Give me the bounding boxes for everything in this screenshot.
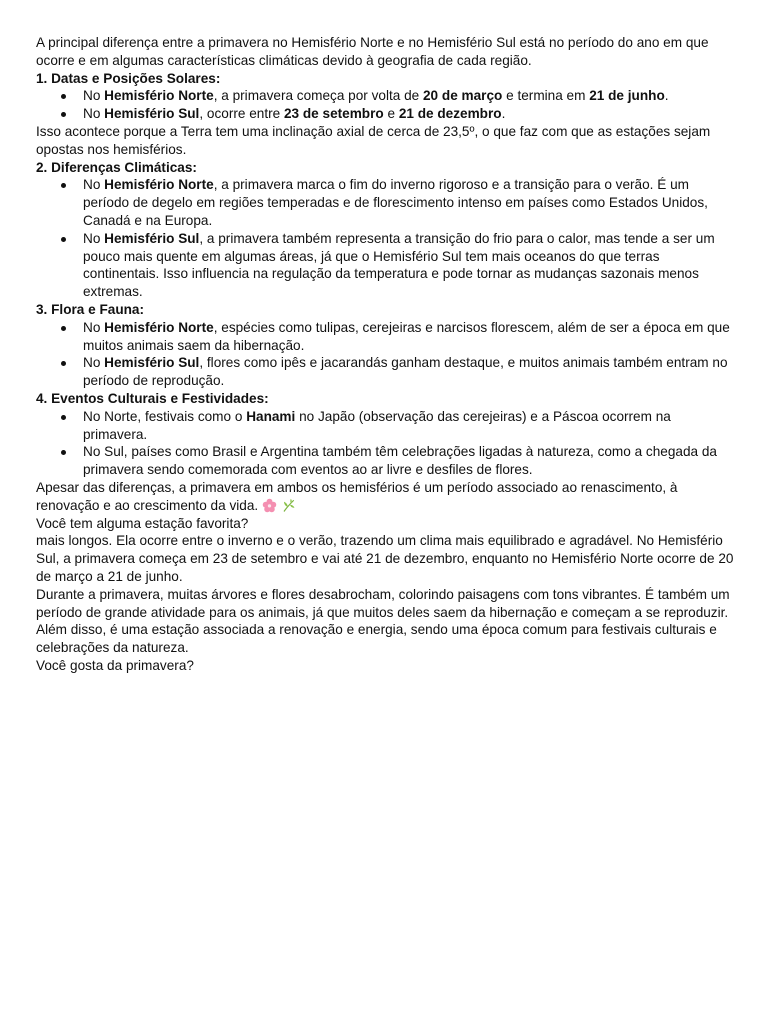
list-flora xyxy=(36,319,736,390)
section-heading-climate: 2. Diferenças Climáticas: xyxy=(36,159,197,175)
question-like-spring: Você gosta da primavera? xyxy=(36,657,194,673)
dates-explanation: Isso acontece porque a Terra tem uma inclinação axial de cerca de 23,5º, o que faz com que as estações sejam opostas nos hemisférios. xyxy=(36,123,711,157)
section-heading-dates: 1. Datas e Posições Solares: xyxy=(36,70,221,86)
text-run: . xyxy=(501,106,506,122)
list-events xyxy=(36,408,736,479)
cherry-blossom-icon xyxy=(262,498,277,513)
conclusion-paragraph xyxy=(36,479,736,515)
text-run: no Japão (observação das cerejeiras) e a Páscoa ocorrem na primavera. xyxy=(83,408,671,442)
text-run: , ocorre entre xyxy=(199,106,284,122)
text-run: , a primavera marca o fim do inverno rigoroso e a transição para o verão. É um período de degelo em regiões temperadas e de florescimento intenso em países como Estados Unidos, Canadá e na Europa. xyxy=(83,177,708,228)
section-heading-flora: 3. Flora e Fauna: xyxy=(36,301,145,317)
bold-text: 21 de dezembro xyxy=(398,106,502,122)
paragraph-dates-summary: mais longos. Ela ocorre entre o inverno e o verão, trazendo um clima mais equilibrado e agradável. No Hemisfério Sul, a primavera começa em 23 de setembro e vai até 21 de dezembro, enquanto no Hemisfério Norte ocorre de 20 de março a 21 de junho. xyxy=(36,533,734,584)
text-run: , flores como ipês e jacarandás ganham destaque, e muitos animais também entram no período de reprodução. xyxy=(83,355,728,389)
question-favorite-season: Você tem alguma estação favorita? xyxy=(36,515,249,531)
list-climate xyxy=(36,176,736,301)
text-run: e termina em xyxy=(502,88,590,104)
conclusion-text: Apesar das diferenças, a primavera em ambos os hemisférios é um período associado ao renascimento, à renovação e ao crescimento da vida. xyxy=(36,479,678,513)
bold-text: Hemisfério Sul xyxy=(104,106,200,122)
text-run: No xyxy=(83,106,105,122)
bold-text: Hemisfério Sul xyxy=(104,355,200,371)
list-dates xyxy=(36,87,736,123)
text-run: No xyxy=(83,355,105,371)
document-page xyxy=(36,34,736,675)
text-run: No xyxy=(83,177,105,193)
text-run: No xyxy=(83,230,105,246)
text-run: No Norte, festivais como o xyxy=(83,408,247,424)
text-run: No xyxy=(83,88,105,104)
text-run: No xyxy=(83,319,105,335)
text-run: No Sul, países como Brasil e Argentina também têm celebrações ligadas à natureza, como a chegada da primavera sendo comemorada com eventos ao ar livre e desfiles de flores. xyxy=(83,444,717,478)
herb-icon xyxy=(281,498,296,513)
list-item xyxy=(83,176,736,229)
bold-text: 21 de junho xyxy=(589,88,665,104)
list-item xyxy=(83,443,736,479)
list-item xyxy=(83,354,736,390)
text-run: . xyxy=(664,88,669,104)
bold-text: 23 de setembro xyxy=(283,106,384,122)
bold-text: Hemisfério Norte xyxy=(104,177,214,193)
bold-text: 20 de março xyxy=(423,88,503,104)
list-item xyxy=(83,230,736,301)
bold-text: Hemisfério Norte xyxy=(104,319,214,335)
bold-text: Hemisfério Sul xyxy=(104,230,200,246)
intro-paragraph: A principal diferença entre a primavera no Hemisfério Norte e no Hemisfério Sul está no período do ano em que ocorre e em algumas características climáticas devido à geografia de cada região. xyxy=(36,35,709,68)
bold-text: Hemisfério Norte xyxy=(104,88,214,104)
list-item xyxy=(83,408,736,444)
text-run: , a primavera começa por volta de xyxy=(213,88,423,104)
section-heading-events: 4. Eventos Culturais e Festividades: xyxy=(36,390,269,406)
text-run: , a primavera também representa a transição do frio para o calor, mas tende a ser um pouco mais quente em algumas áreas, já que o Hemisfério Sul tem mais oceanos do que terras continentais. Isso influencia na regulação da temperatura e pode tornar as mudanças sazonais menos extremas. xyxy=(83,230,715,300)
list-item xyxy=(83,87,736,105)
list-item xyxy=(83,319,736,355)
bold-text: Hanami xyxy=(246,408,296,424)
text-run: e xyxy=(383,106,399,122)
text-run: , espécies como tulipas, cerejeiras e narcisos florescem, além de ser a época em que muitos animais saem da hibernação. xyxy=(83,319,730,353)
list-item xyxy=(83,105,736,123)
paragraph-spring-activity: Durante a primavera, muitas árvores e flores desabrocham, colorindo paisagens com tons vibrantes. É também um período de grande atividade para os animais, já que muitos deles saem da hibernação e começam a se reproduzir. Além disso, é uma estação associada a renovação e energia, sendo uma época comum para festivais culturais e celebrações da natureza. xyxy=(36,586,730,656)
